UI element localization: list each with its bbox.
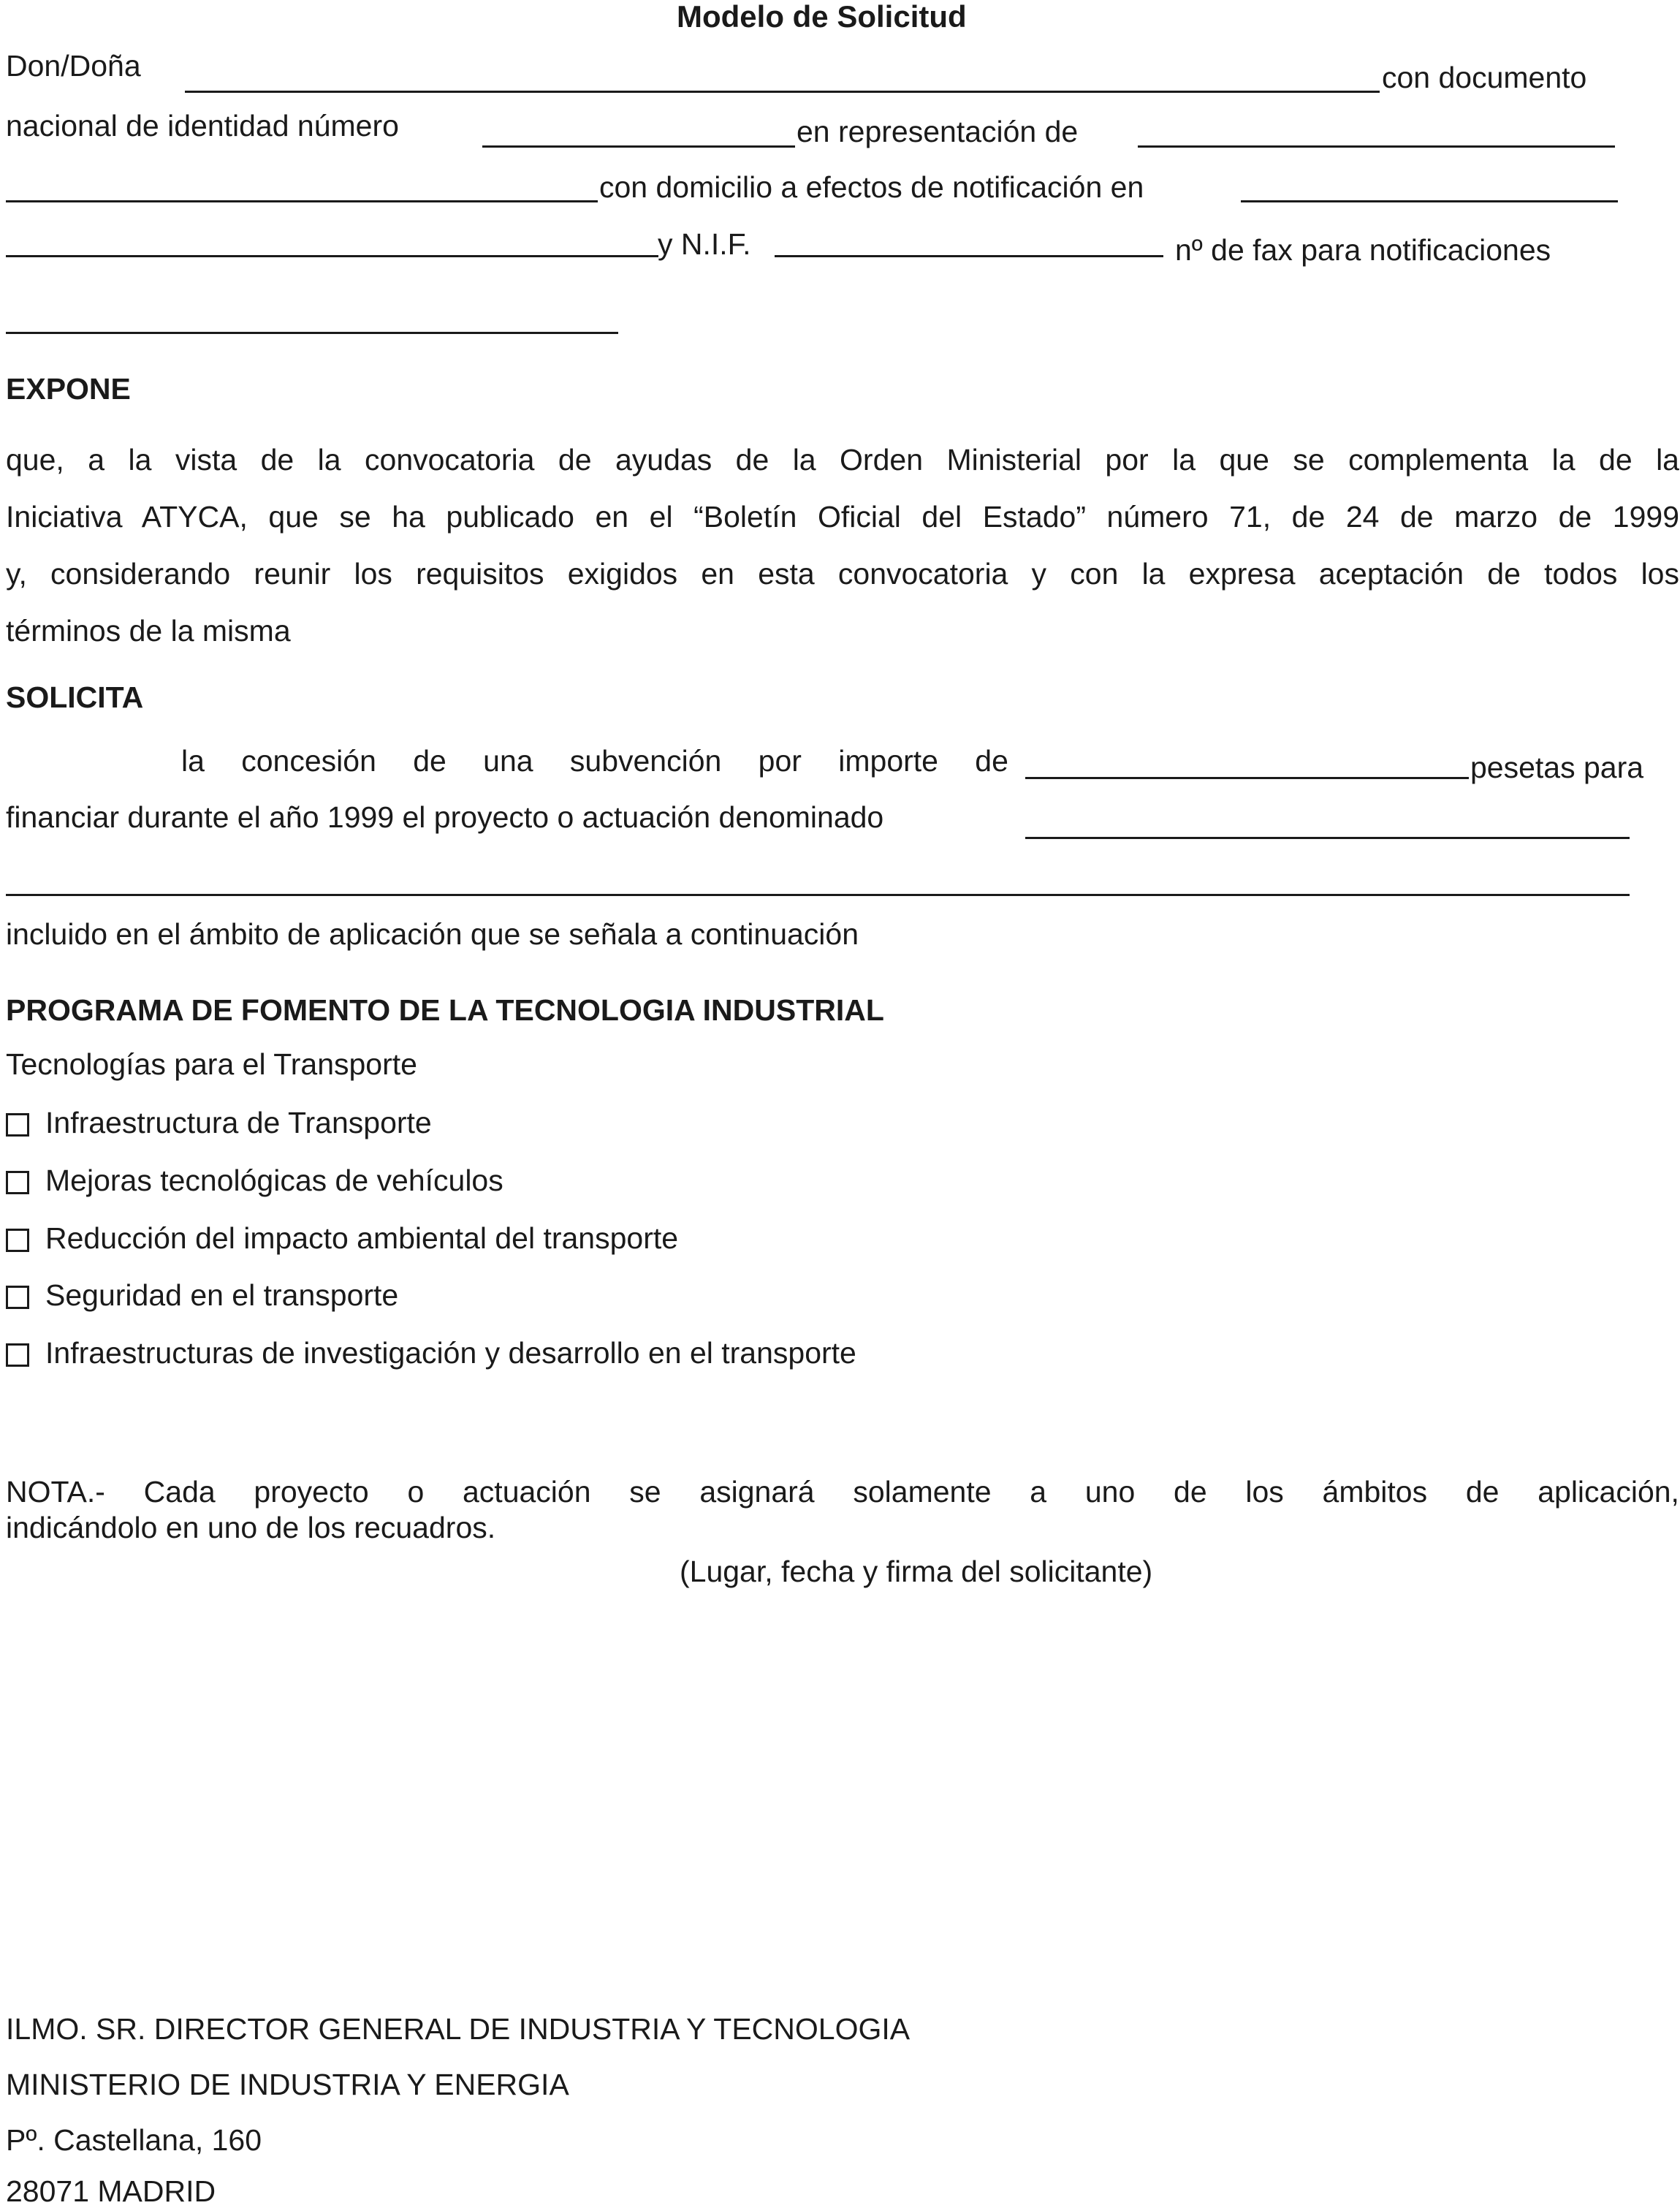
nota-line1 — [6, 1475, 1679, 1509]
dni-field[interactable] — [482, 145, 795, 148]
solicita-word: la — [181, 744, 205, 778]
solicita-word: subvención — [569, 744, 722, 778]
nota-word: de — [1174, 1475, 1207, 1509]
nota-word: se — [629, 1475, 661, 1509]
fax-label: nº de fax para notificaciones — [1175, 233, 1551, 267]
expone-heading: EXPONE — [6, 372, 131, 406]
checkbox-option[interactable] — [6, 1171, 29, 1194]
nota-line2: indicándolo en uno de los recuadros. — [6, 1511, 496, 1544]
nota-word: asignará — [699, 1475, 815, 1509]
solicita-word: concesión — [241, 744, 376, 778]
nota-word: los — [1245, 1475, 1284, 1509]
ambito-label: incluido en el ámbito de aplicación que se señala a continuación — [6, 917, 859, 951]
domicilio-label: con domicilio a efectos de notificación en — [599, 170, 1144, 204]
domicilio-field-cont[interactable] — [6, 255, 658, 257]
pesetas-label: pesetas para — [1470, 751, 1644, 784]
nota-word: solamente — [853, 1475, 992, 1509]
solicita-word: una — [483, 744, 533, 778]
nota-word: Cada — [143, 1475, 216, 1509]
solicita-line1 — [181, 744, 1008, 778]
don-dona-label: Don/Doña — [6, 49, 141, 83]
solicita-word: de — [975, 744, 1008, 778]
nif-label: y N.I.F. — [658, 227, 751, 261]
dni-label: nacional de identidad número — [6, 109, 399, 143]
programa-subheading: Tecnologías para el Transporte — [6, 1047, 417, 1081]
programa-heading: PROGRAMA DE FOMENTO DE LA TECNOLOGIA INDUSTRIAL — [6, 993, 884, 1027]
nota-word: NOTA.- — [6, 1475, 105, 1509]
nota-word: aplicación, — [1538, 1475, 1679, 1509]
option-label: Reducción del impacto ambiental del transporte — [45, 1221, 679, 1255]
proyecto-label: financiar durante el año 1999 el proyecto o actuación denominado — [6, 800, 884, 834]
page-title: Modelo de Solicitud — [677, 0, 967, 34]
option-label: Infraestructura de Transporte — [45, 1106, 432, 1139]
expone-text — [6, 431, 1679, 659]
checkbox-option[interactable] — [6, 1229, 29, 1252]
nota-word: a — [1030, 1475, 1047, 1509]
checkbox-option[interactable] — [6, 1343, 29, 1367]
proyecto-field[interactable] — [1025, 837, 1630, 839]
expone-line: Iniciativa ATYCA, que se ha publicado en el “Boletín Oficial del Estado” número 71, de 24 de marzo de 1999 — [6, 500, 1679, 534]
con-documento-label: con documento — [1382, 61, 1587, 94]
nota-word: proyecto — [254, 1475, 369, 1509]
representacion-field-cont[interactable] — [6, 200, 598, 202]
proyecto-field-cont[interactable] — [6, 894, 1630, 896]
firma-label: (Lugar, fecha y firma del solicitante) — [680, 1555, 1153, 1588]
option-label: Infraestructuras de investigación y desarrollo en el transporte — [45, 1336, 856, 1370]
solicita-heading: SOLICITA — [6, 680, 144, 714]
solicita-word: de — [413, 744, 446, 778]
solicita-word: importe — [838, 744, 938, 778]
nota-word: uno — [1084, 1475, 1136, 1509]
nota-word: actuación — [463, 1475, 591, 1509]
importe-field[interactable] — [1025, 777, 1469, 779]
representacion-field[interactable] — [1138, 145, 1615, 148]
expone-line: que, a la vista de la convocatoria de ayudas de la Orden Ministerial por la que se complementa la de la — [6, 443, 1679, 477]
representacion-label: en representación de — [797, 115, 1079, 148]
checkbox-option[interactable] — [6, 1286, 29, 1309]
nota-word: de — [1465, 1475, 1500, 1509]
address-line: 28071 MADRID — [6, 2174, 216, 2208]
option-label: Seguridad en el transporte — [45, 1278, 399, 1312]
expone-line: y, considerando reunir los requisitos exigidos en esta convocatoria y con la expresa aceptación de todos los — [6, 557, 1679, 591]
expone-line: términos de la misma — [6, 614, 291, 648]
address-line: Pº. Castellana, 160 — [6, 2123, 262, 2157]
checkbox-option[interactable] — [6, 1113, 29, 1137]
name-field[interactable] — [185, 91, 1380, 93]
option-label: Mejoras tecnológicas de vehículos — [45, 1164, 503, 1197]
address-line: ILMO. SR. DIRECTOR GENERAL DE INDUSTRIA Y TECNOLOGIA — [6, 2012, 911, 2046]
nota-word: ámbitos — [1322, 1475, 1428, 1509]
address-line: MINISTERIO DE INDUSTRIA Y ENERGIA — [6, 2068, 569, 2101]
solicita-word: por — [758, 744, 802, 778]
domicilio-field[interactable] — [1241, 200, 1618, 202]
nota-word: o — [407, 1475, 425, 1509]
fax-field[interactable] — [6, 332, 618, 334]
nif-field[interactable] — [775, 255, 1163, 257]
